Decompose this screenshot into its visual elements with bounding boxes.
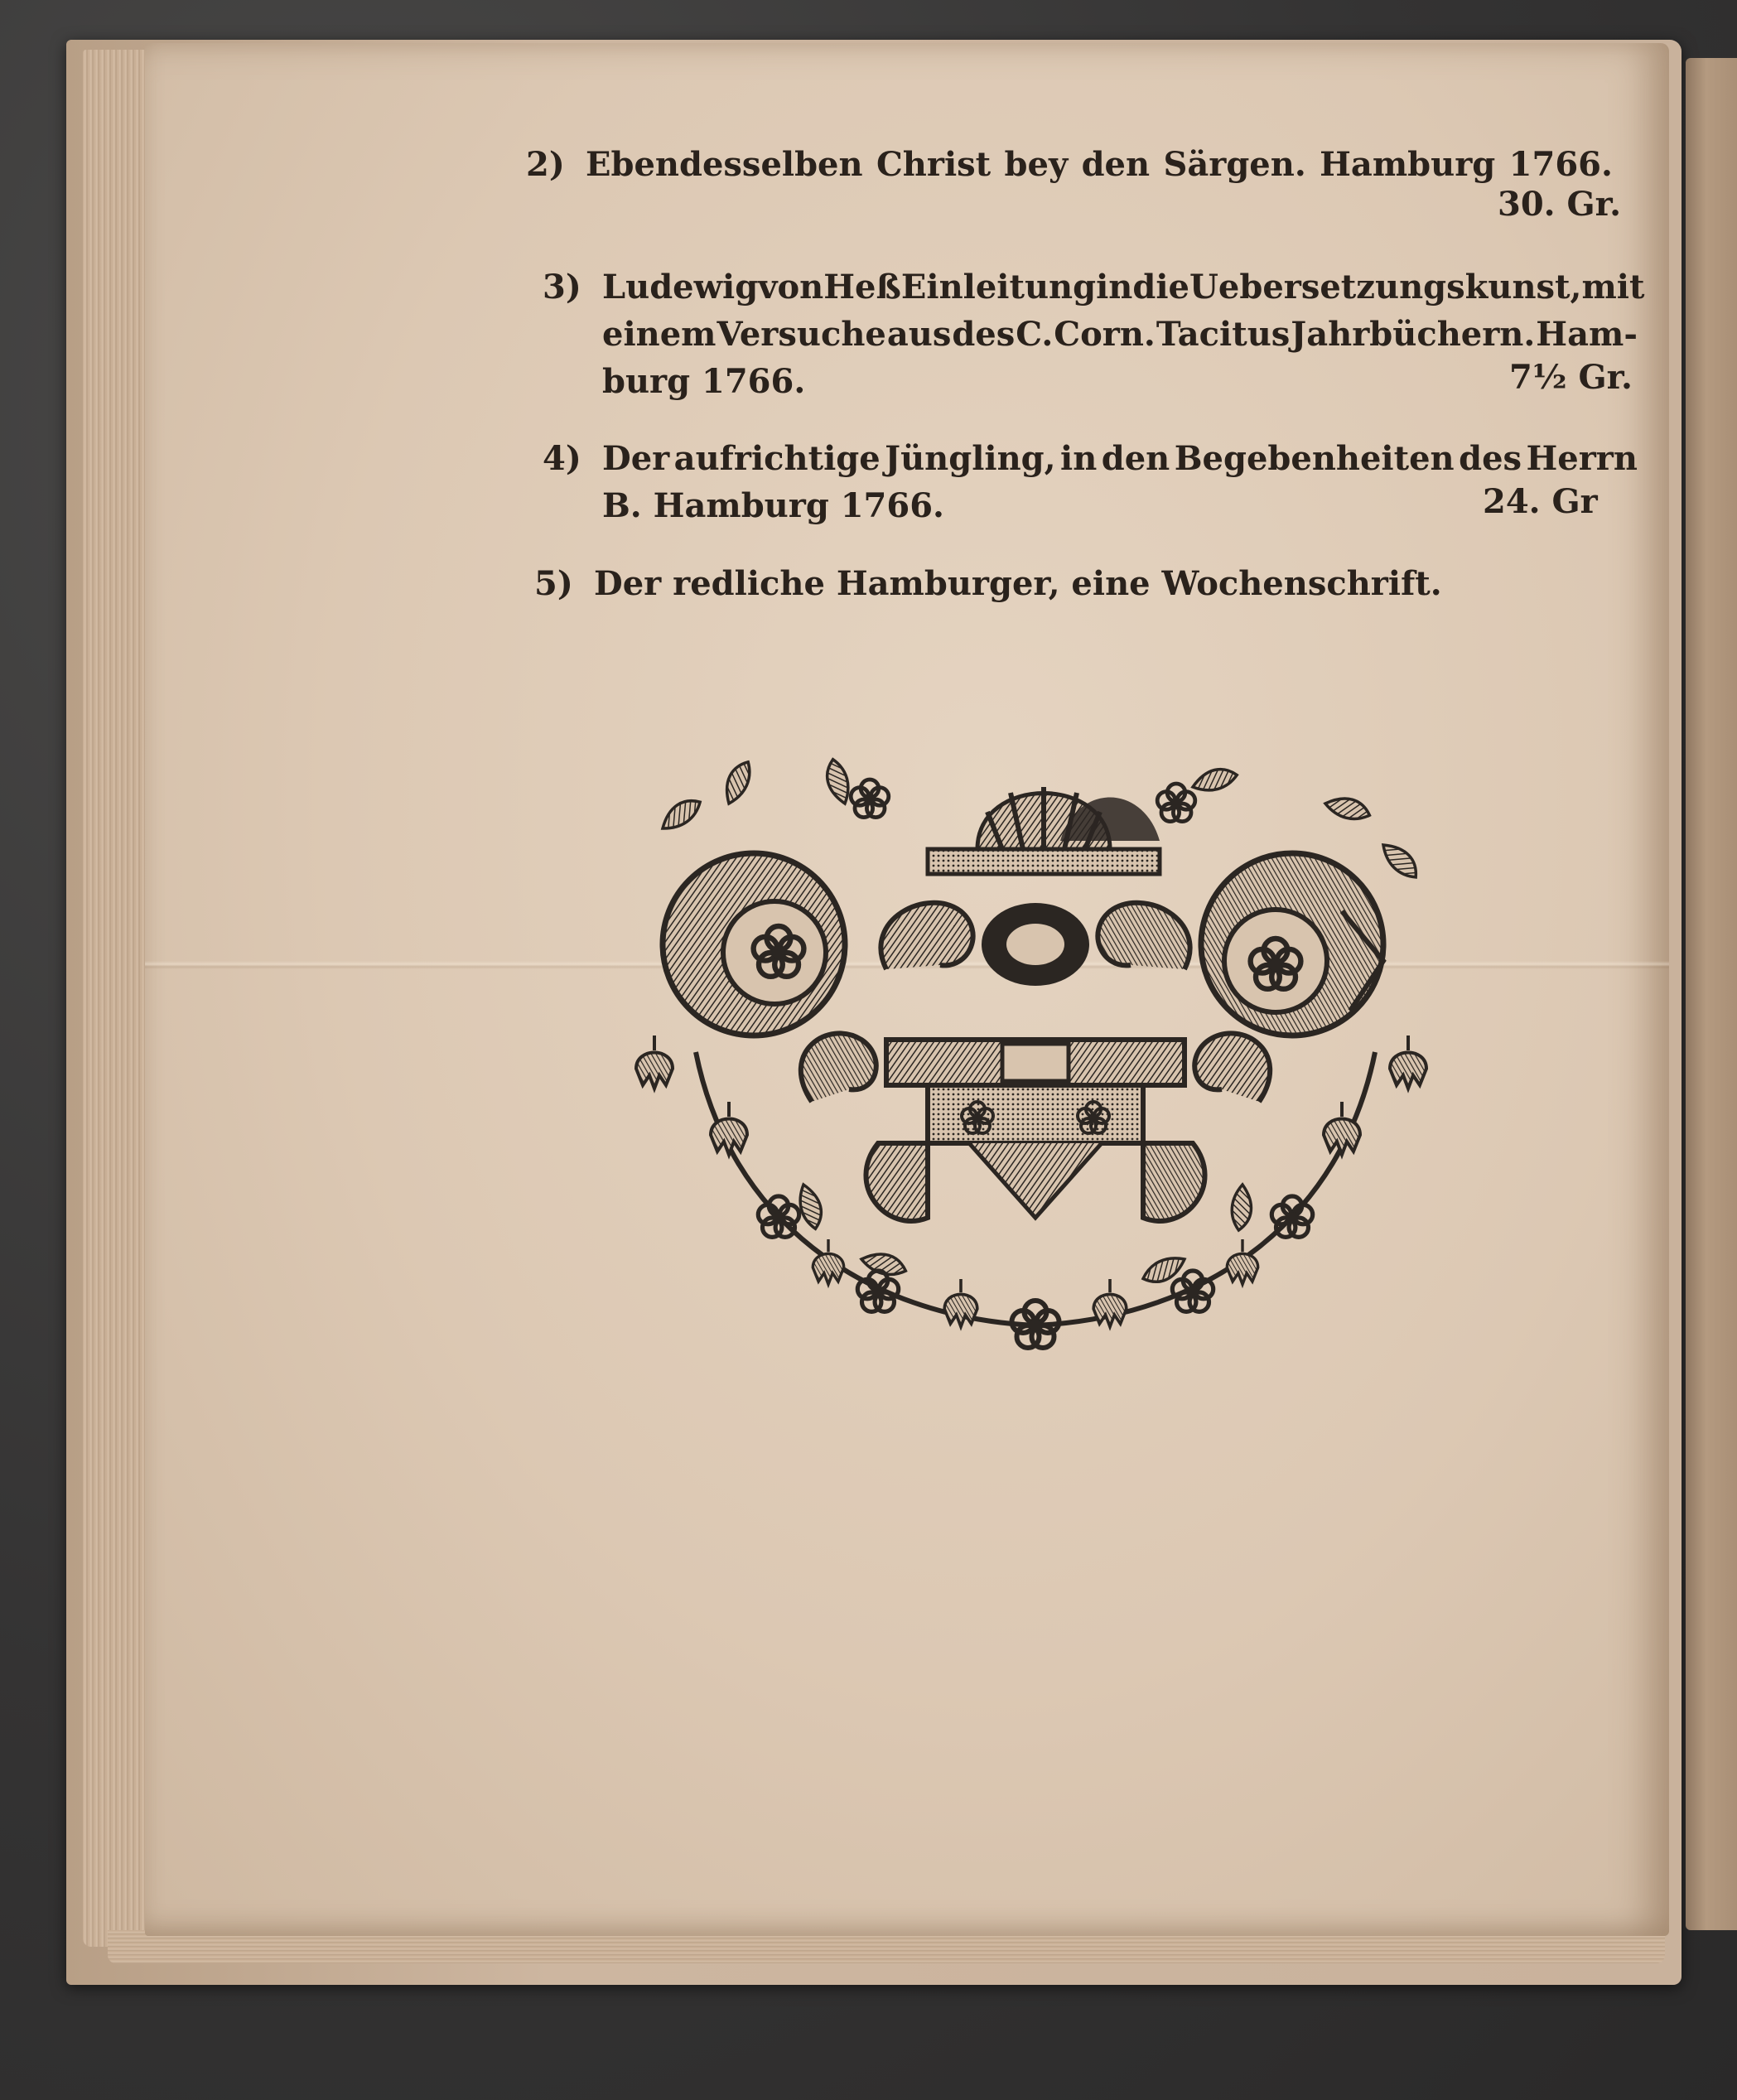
word: B. Hamburg 1766. <box>602 486 944 525</box>
word: bey <box>1004 145 1069 184</box>
entry-line <box>602 358 805 405</box>
word: Christ <box>876 145 992 184</box>
entry-line <box>594 560 1442 607</box>
price: 7½ Gr. <box>1509 358 1633 397</box>
word: Corn. <box>1054 315 1156 354</box>
woodcut-floral-vignette-icon <box>613 754 1450 1350</box>
facing-page-edge <box>1686 58 1737 1930</box>
word: Tacitus <box>1156 315 1291 354</box>
entry-number: 2) <box>526 145 565 184</box>
word: Hamburg <box>1320 145 1496 184</box>
word: C. <box>1016 315 1054 354</box>
word: Jahrbüchern. <box>1291 315 1536 354</box>
word: Versuche <box>717 315 886 354</box>
word: 1766. <box>1508 145 1613 184</box>
word: Särgen. <box>1163 145 1306 184</box>
word: Der <box>602 439 670 478</box>
word: von <box>758 268 824 307</box>
entry-number: 3) <box>543 268 581 307</box>
word: einem <box>602 315 717 354</box>
word: den <box>1101 439 1170 478</box>
entry-line <box>602 435 1638 482</box>
entry-line <box>586 141 1613 188</box>
word: Ebendesselben <box>586 145 863 184</box>
word: Jüngling, <box>885 439 1056 478</box>
word: den <box>1081 145 1151 184</box>
word: Der redliche Hamburger, eine Wochenschrift. <box>594 564 1442 603</box>
page-edges-left <box>83 50 149 1947</box>
entry-line <box>602 311 1638 358</box>
word: mit <box>1581 268 1645 307</box>
word: in <box>1060 439 1098 478</box>
price: 24. Gr <box>1483 482 1598 521</box>
word: Ludewig <box>602 268 759 307</box>
word: aufrichtige <box>673 439 881 478</box>
word: Heß <box>823 268 901 307</box>
word: aus <box>886 315 952 354</box>
word: Uebersetzungskunst, <box>1189 268 1582 307</box>
entry-number: 4) <box>543 439 581 478</box>
word: des <box>952 315 1016 354</box>
word: burg 1766. <box>602 362 806 401</box>
word: die <box>1132 268 1190 307</box>
entry-line <box>602 263 1645 311</box>
entry-line <box>602 482 944 529</box>
word: in <box>1096 268 1133 307</box>
price: 30. Gr. <box>1498 185 1622 224</box>
word: Begebenheiten <box>1174 439 1455 478</box>
word: Ham- <box>1536 315 1638 354</box>
entry-number: 5) <box>534 564 573 603</box>
word: des <box>1459 439 1522 478</box>
word: Herrn <box>1526 439 1638 478</box>
word: Einleitung <box>900 268 1097 307</box>
